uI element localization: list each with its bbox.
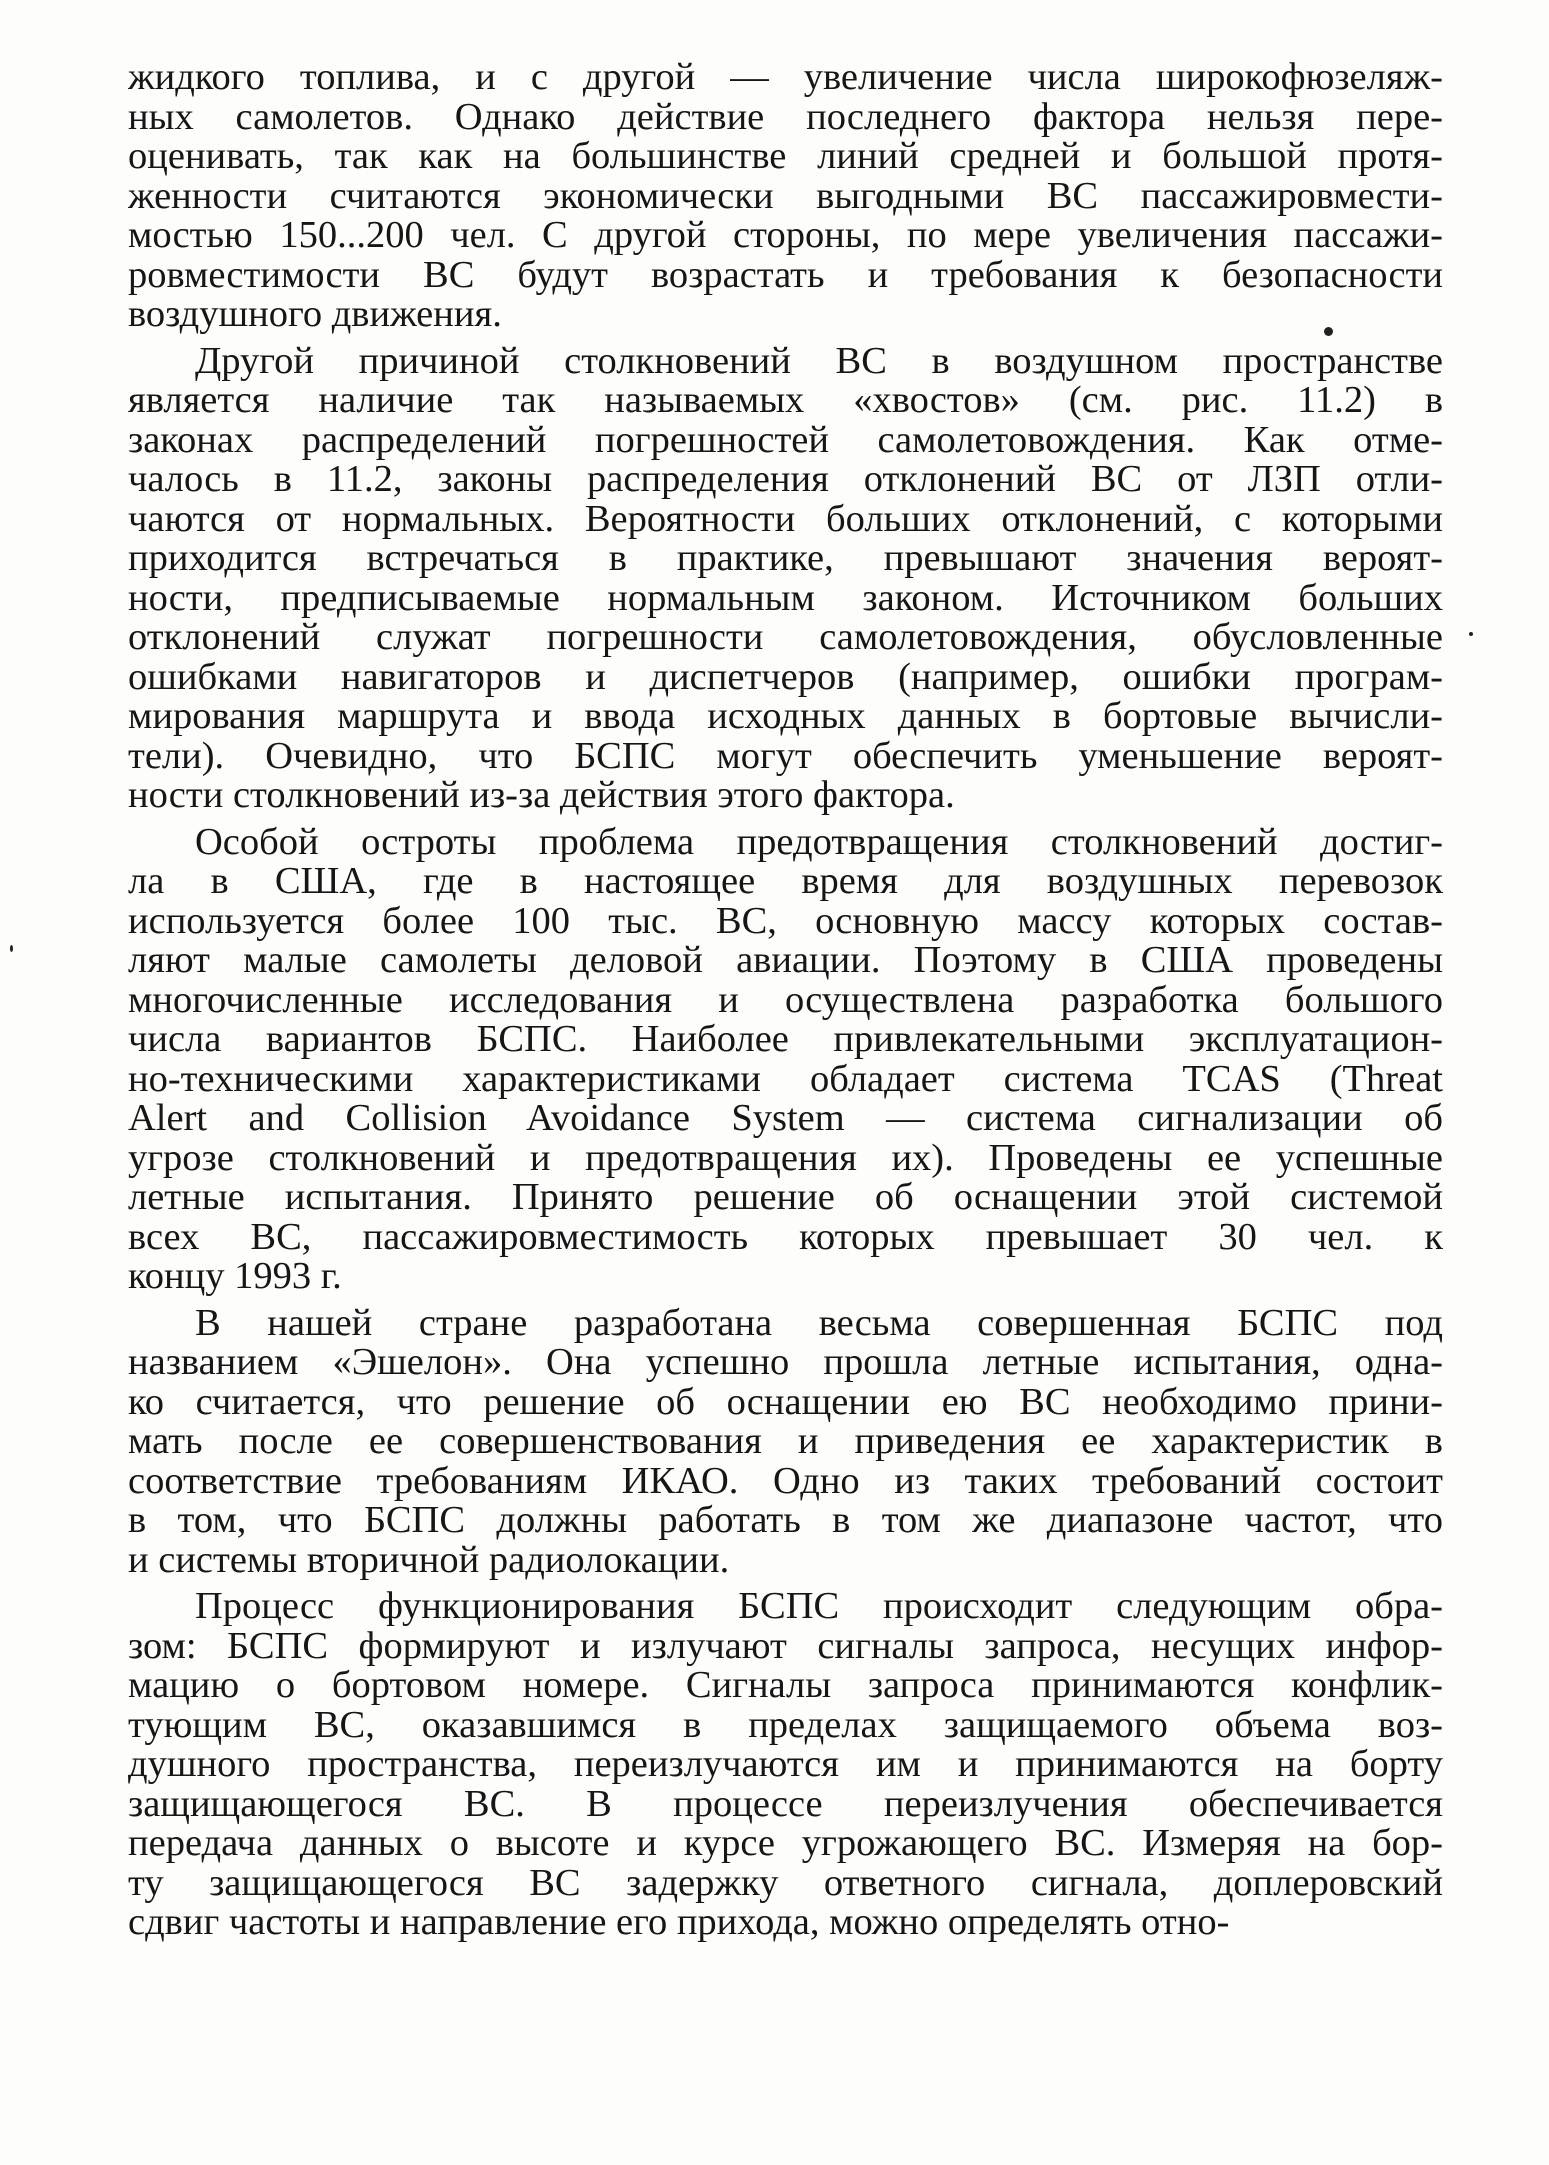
text-line: чаются от нормальных. Вероятности больших отклонений, с которыми [128, 499, 1443, 539]
text-line: тели). Очевидно, что БСПС могут обеспечить уменьшение вероят- [128, 736, 1443, 776]
text-line: мацию о бортовом номере. Сигналы запроса принимаются конфлик- [128, 1666, 1443, 1706]
text-line: Процесс функционирования БСПС происходит следующим обра- [195, 1587, 1443, 1627]
text-line: ошибками навигаторов и диспетчеров (например, ошибки програм- [128, 657, 1443, 697]
text-line: числа вариантов БСПС. Наиболее привлекательными эксплуатацион- [128, 1020, 1443, 1060]
text-line: душного пространства, переизлучаются им и принимаются на борту [128, 1745, 1443, 1785]
text-line: в том, что БСПС должны работать в том же диапазоне частот, что [128, 1501, 1443, 1541]
text-line: мать после ее совершенствования и приведения ее характеристик в [128, 1422, 1443, 1462]
text-line: угрозе столкновений и предотвращения их). Проведены ее успешные [128, 1138, 1443, 1178]
paragraph [128, 1304, 1443, 1581]
text-line: Особой остроты проблема предотвращения столкновений достиг- [195, 822, 1443, 862]
text-line: ко считается, что решение об оснащении ею ВС необходимо прини- [128, 1382, 1443, 1422]
text-line: ности столкновений из-за действия этого фактора. [128, 776, 955, 816]
text-line: сдвиг частоты и направление его прихода, можно определять отно- [128, 1903, 1230, 1943]
text-line: ту защищающегося ВС задержку ответного сигнала, доплеровский [128, 1863, 1443, 1903]
text-line: приходится встречаться в практике, превышают значения вероят- [128, 539, 1443, 579]
text-line: В нашей стране разработана весьма совершенная БСПС под [195, 1303, 1443, 1343]
text-line: мирования маршрута и ввода исходных данных в бортовые вычисли- [128, 697, 1443, 737]
text-line: является наличие так называемых «хвостов» (см. рис. 11.2) в [128, 381, 1443, 421]
paragraph [128, 58, 1443, 335]
text-line: передача данных о высоте и курсе угрожающего ВС. Измеряя на бор- [128, 1824, 1443, 1864]
text-line: отклонений служат погрешности самолетовождения, обусловленные [128, 618, 1443, 658]
text-line: многочисленные исследования и осуществлена разработка большого [128, 980, 1443, 1020]
text-line: летные испытания. Принято решение об оснащении этой системой [128, 1178, 1443, 1218]
paragraph [128, 823, 1443, 1297]
paragraph [128, 1587, 1443, 1943]
text-line: зом: БСПС формируют и излучают сигналы запроса, несущих инфор- [128, 1626, 1443, 1666]
text-line: ности, предписываемые нормальным законом. Источником больших [128, 578, 1443, 618]
ink-speck [1469, 632, 1473, 636]
text-line: защищающегося ВС. В процессе переизлучения обеспечивается [128, 1784, 1443, 1824]
text-line: концу 1993 г. [128, 1257, 342, 1297]
text-line: соответствие требованиям ИКАО. Одно из таких требований состоит [128, 1461, 1443, 1501]
text-line: ровместимости ВС будут возрастать и требования к безопасности [128, 255, 1443, 295]
text-line: ных самолетов. Однако действие последнего фактора нельзя пере- [128, 97, 1443, 137]
ink-speck [10, 945, 13, 952]
text-line: воздушного движения. [128, 295, 502, 335]
ink-speck [1324, 327, 1333, 336]
text-line: но-техническими характеристиками обладает система TCAS (Threat [128, 1059, 1443, 1099]
text-line: всех ВС, пассажировместимость которых превышает 30 чел. к [128, 1217, 1443, 1257]
text-line: тующим ВС, оказавшимся в пределах защищаемого объема воз- [128, 1705, 1443, 1745]
paragraph [128, 342, 1443, 816]
body-text [128, 58, 1443, 1950]
text-line: оценивать, так как на большинстве линий средней и большой протя- [128, 137, 1443, 177]
text-line: названием «Эшелон». Она успешно прошла летные испытания, одна- [128, 1343, 1443, 1383]
text-line: законах распределений погрешностей самолетовождения. Как отме- [128, 420, 1443, 460]
text-line: чалось в 11.2, законы распределения отклонений ВС от ЛЗП отли- [128, 460, 1443, 500]
text-line: мостью 150...200 чел. С другой стороны, по мере увеличения пассажи- [128, 216, 1443, 256]
text-line: жидкого топлива, и с другой — увеличение числа широкофюзеляж- [128, 58, 1443, 98]
text-line: женности считаются экономически выгодными ВС пассажировмести- [128, 176, 1443, 216]
text-line: Alert and Collision Avoidance System — система сигнализации об [128, 1099, 1443, 1139]
text-line: и системы вторичной радиолокации. [128, 1540, 730, 1580]
text-line: ла в США, где в настоящее время для воздушных перевозок [128, 862, 1443, 902]
text-line: используется более 100 тыс. ВС, основную массу которых состав- [128, 901, 1443, 941]
text-line: Другой причиной столкновений ВС в воздушном пространстве [195, 341, 1443, 381]
text-line: ляют малые самолеты деловой авиации. Поэтому в США проведены [128, 941, 1443, 981]
